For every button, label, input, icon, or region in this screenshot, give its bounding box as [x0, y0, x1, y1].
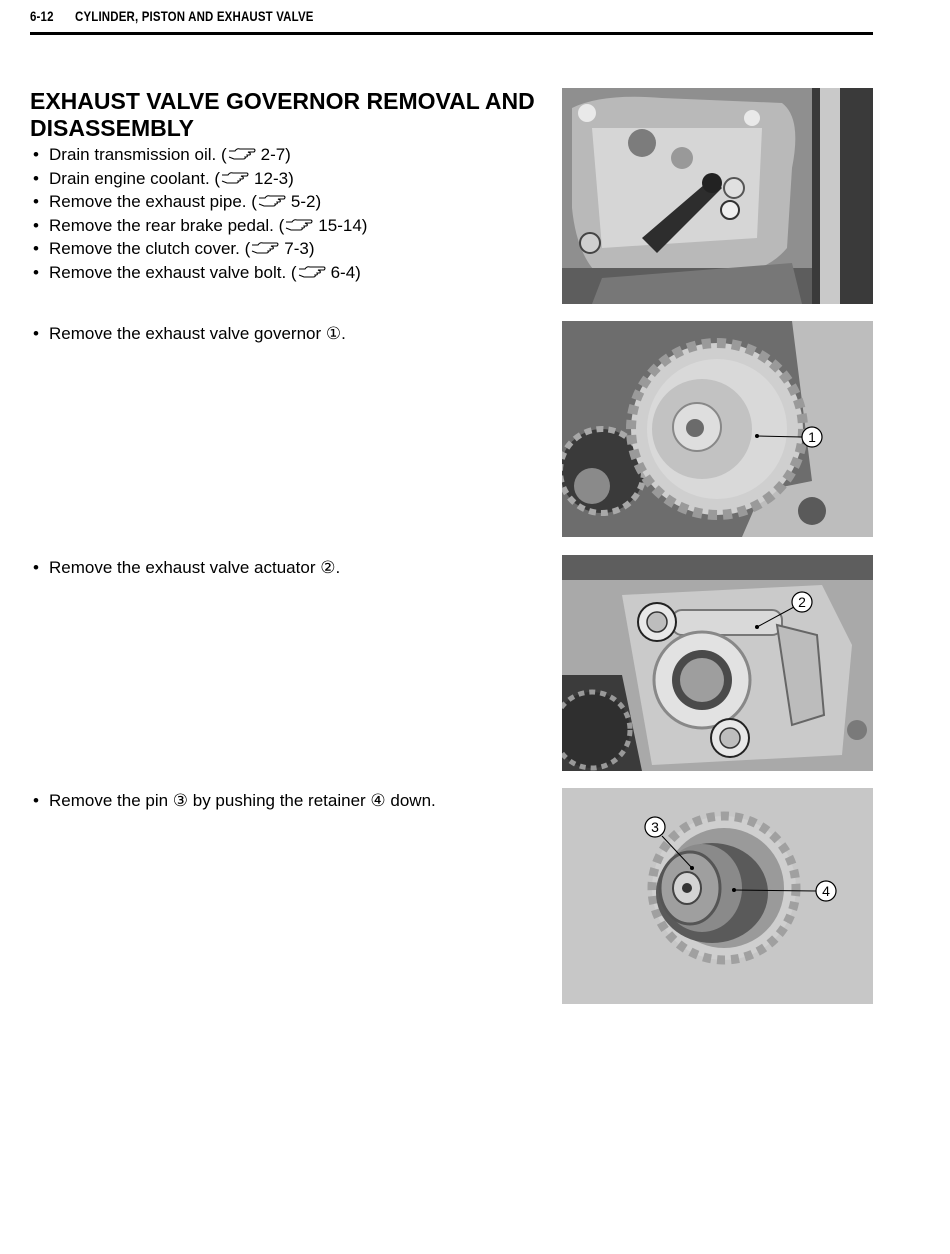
step-ref: 6-4) — [330, 262, 361, 282]
callout-4: 4 — [822, 883, 830, 899]
photo-exhaust-valve-actuator — [562, 555, 873, 771]
step-text: Remove the clutch cover. ( — [49, 239, 251, 259]
list-item — [30, 190, 367, 214]
pointing-hand-icon — [221, 171, 253, 185]
list-item — [30, 237, 367, 261]
page-header — [30, 8, 873, 35]
page-title: EXHAUST VALVE GOVERNOR REMOVAL AND DISASSEMBLY — [30, 88, 535, 141]
callout-3: 3 — [651, 819, 659, 835]
list-item: • Remove the pin ③ by pushing the retainer ④ down. — [30, 789, 436, 813]
list-item — [30, 261, 367, 285]
step-text: Remove the rear brake pedal. ( — [49, 215, 285, 235]
list-item — [30, 143, 367, 167]
pointing-hand-icon — [258, 194, 290, 208]
step-ref: 5-2) — [290, 192, 322, 212]
section-title: CYLINDER, PISTON AND EXHAUST VALVE — [75, 8, 314, 24]
list-item — [30, 167, 367, 191]
step-ref: 15-14) — [318, 215, 368, 235]
step-ref: 12-3) — [254, 168, 294, 188]
callout-2: 2 — [798, 594, 806, 610]
preparation-steps — [30, 143, 367, 285]
list-item: • Remove the exhaust valve actuator ②. — [30, 556, 340, 580]
step-text: Remove the exhaust valve bolt. ( — [49, 262, 297, 282]
callout-1: 1 — [808, 429, 816, 445]
photo-exhaust-valve-governor — [562, 321, 873, 537]
pointing-hand-icon — [251, 241, 283, 255]
photo-governor-pin-retainer — [562, 788, 873, 1004]
pointing-hand-icon — [228, 147, 260, 161]
step-text: Drain engine coolant. ( — [49, 168, 221, 188]
governor-step — [30, 322, 346, 346]
photo-exhaust-valve-bolt — [562, 88, 873, 304]
actuator-step — [30, 556, 340, 580]
page-number: 6-12 — [30, 8, 54, 24]
list-item — [30, 214, 367, 238]
pin-step — [30, 789, 436, 813]
list-item: • Remove the exhaust valve governor ①. — [30, 322, 346, 346]
step-ref: 2-7) — [260, 145, 291, 164]
pointing-hand-icon — [298, 265, 330, 279]
step-text: Drain transmission oil. ( — [49, 145, 227, 164]
step-text: Remove the exhaust pipe. ( — [49, 192, 257, 212]
step-ref: 7-3) — [284, 239, 315, 259]
pointing-hand-icon — [285, 218, 317, 232]
